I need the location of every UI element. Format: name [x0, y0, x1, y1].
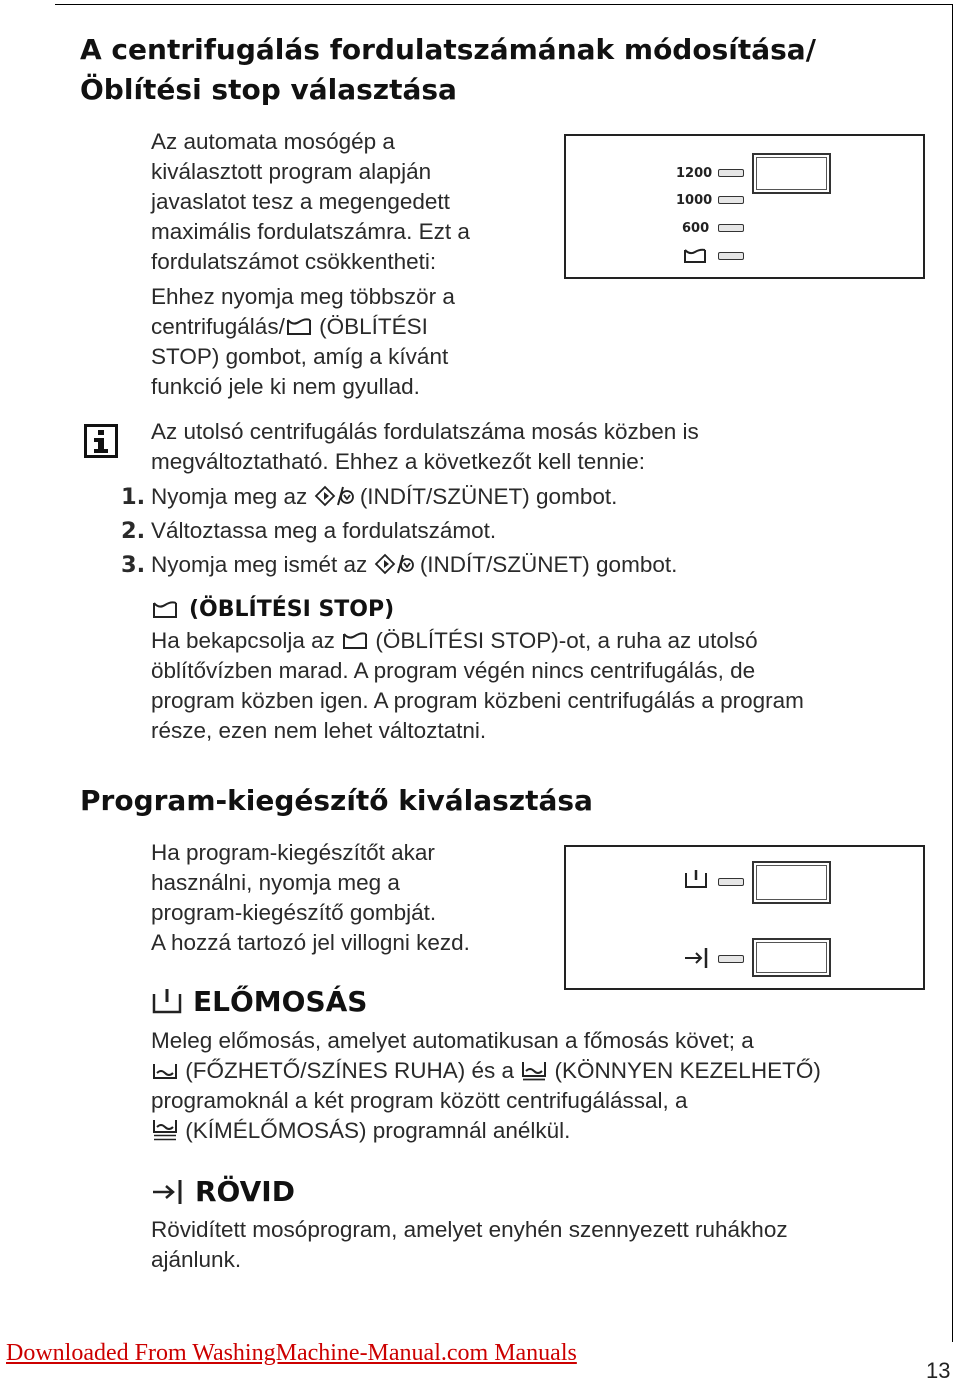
prewash-description — [151, 1026, 941, 1146]
rinse-line: része, ezen nem lehet változtatni. — [151, 718, 487, 743]
led-1000 — [718, 196, 744, 204]
prewash-button[interactable] — [752, 861, 831, 904]
instr-line — [151, 312, 551, 342]
options-intro — [151, 838, 551, 958]
prewash-line — [151, 1056, 941, 1086]
section-title-line1: A centrifugálás fordulatszámának módosítása/ — [80, 33, 816, 66]
step-text: (INDÍT/SZÜNET) gombot. — [413, 552, 678, 577]
led-1200 — [718, 169, 744, 177]
led-short — [718, 955, 744, 963]
short-description — [151, 1215, 941, 1275]
rinse-text: (ÖBLÍTÉSI STOP)-ot, a ruha az utolsó — [369, 628, 758, 653]
step-text: (INDÍT/SZÜNET) gombot. — [353, 484, 618, 509]
section-title-line2: Öblítési stop választása — [80, 73, 457, 106]
intro-line: Ha program-kiegészítőt akar — [151, 840, 435, 865]
instr-text: centrifugálás/ — [151, 314, 285, 339]
rinse-hold-icon — [341, 631, 369, 651]
step-number: 3. — [121, 552, 146, 578]
instr-text: (ÖBLÍTÉSI — [312, 314, 428, 339]
rinse-hold-icon — [151, 600, 179, 620]
short-line: ajánlunk. — [151, 1247, 242, 1272]
page-frame-top — [55, 4, 952, 5]
intro-line: program-kiegészítő gombját. — [151, 900, 437, 925]
step-1 — [121, 482, 931, 512]
rinse-hold-heading-text: (ÖBLÍTÉSI STOP) — [189, 597, 395, 622]
short-program-icon — [683, 947, 711, 969]
intro-line: javaslatot tesz a megengedett — [151, 189, 450, 214]
instr-line: funkció jele ki nem gyullad. — [151, 374, 420, 399]
short-program-icon — [151, 1178, 185, 1206]
rinse-hold-icon — [285, 317, 313, 337]
short-line: Rövidített mosóprogram, amelyet enyhén szennyezett ruhákhoz — [151, 1217, 788, 1242]
prewash-heading-text: ELŐMOSÁS — [193, 985, 368, 1018]
step-2 — [121, 516, 931, 546]
delicate-wash-icon — [151, 1117, 179, 1141]
section-title-options — [80, 784, 593, 818]
start-pause-icon — [374, 553, 414, 575]
prewash-text: (FŐZHETŐ/SZÍNES RUHA) és a — [179, 1058, 521, 1083]
rinse-hold-description — [151, 626, 941, 746]
info-line: Az utolsó centrifugálás fordulatszáma mosás közben is — [151, 419, 699, 444]
speed-label-1200: 1200 — [676, 166, 713, 181]
intro-line: kiválasztott program alapján — [151, 159, 432, 184]
spin-button[interactable] — [752, 153, 831, 194]
cotton-wash-icon — [151, 1061, 179, 1081]
step-text: Változtassa meg a fordulatszámot. — [151, 518, 497, 543]
rinse-line: öblítővízben marad. A program végén nincs centrifugálás, de — [151, 658, 756, 683]
info-note — [121, 417, 931, 580]
prewash-text: (KÍMÉLŐMOSÁS) programnál anélkül. — [179, 1118, 571, 1143]
page-frame-right — [952, 4, 953, 1342]
short-heading — [151, 1175, 295, 1208]
section-title: Program-kiegészítő kiválasztása — [80, 784, 593, 817]
step-3 — [121, 550, 931, 580]
intro-line: maximális fordulatszámra. Ezt a — [151, 219, 470, 244]
rinse-line: program közben igen. A program közbeni centrifugálás a program — [151, 688, 804, 713]
options-panel — [564, 845, 925, 990]
rinse-text: Ha bekapcsolja az — [151, 628, 342, 653]
instr-line: STOP) gombot, amíg a kívánt — [151, 344, 449, 369]
info-icon — [84, 424, 118, 458]
prewash-heading — [151, 985, 367, 1018]
intro-line: fordulatszámot csökkentheti: — [151, 249, 437, 274]
prewash-line: programoknál a két program között centrifugálással, a — [151, 1088, 688, 1113]
start-pause-icon — [314, 485, 354, 507]
led-600 — [718, 224, 744, 232]
prewash-line — [151, 1116, 941, 1146]
prewash-line: Meleg előmosás, amelyet automatikusan a főmosás követ; a — [151, 1028, 754, 1053]
rinse-hold-icon — [683, 248, 707, 264]
instr-line: Ehhez nyomja meg többször a — [151, 284, 455, 309]
step-text: Nyomja meg ismét az — [151, 552, 374, 577]
led-rinse-hold — [718, 252, 744, 260]
step-number: 2. — [121, 518, 146, 544]
step-number: 1. — [121, 484, 146, 510]
step-text: Nyomja meg az — [151, 484, 314, 509]
intro-line: A hozzá tartozó jel villogni kezd. — [151, 930, 470, 955]
speed-label-600: 600 — [682, 221, 710, 236]
prewash-text: (KÖNNYEN KEZELHETŐ) — [548, 1058, 821, 1083]
rinse-line — [151, 626, 941, 656]
page-number: 13 — [926, 1358, 951, 1383]
prewash-icon — [151, 988, 183, 1016]
speed-label-1000: 1000 — [676, 193, 713, 208]
short-button[interactable] — [752, 938, 831, 977]
download-source-link[interactable]: Downloaded From WashingMachine-Manual.com Manuals — [6, 1340, 577, 1366]
prewash-icon — [684, 869, 708, 891]
rinse-hold-heading — [151, 597, 394, 622]
spin-intro — [151, 127, 551, 402]
short-heading-text: RÖVID — [195, 1175, 295, 1208]
easy-care-icon — [520, 1059, 548, 1081]
section-title-spin — [80, 30, 816, 110]
intro-line: használni, nyomja meg a — [151, 870, 400, 895]
intro-line: Az automata mosógép a — [151, 129, 395, 154]
led-prewash — [718, 878, 744, 886]
spin-speed-panel — [564, 134, 925, 279]
info-line: megváltoztatható. Ehhez a következőt kell tennie: — [151, 449, 646, 474]
